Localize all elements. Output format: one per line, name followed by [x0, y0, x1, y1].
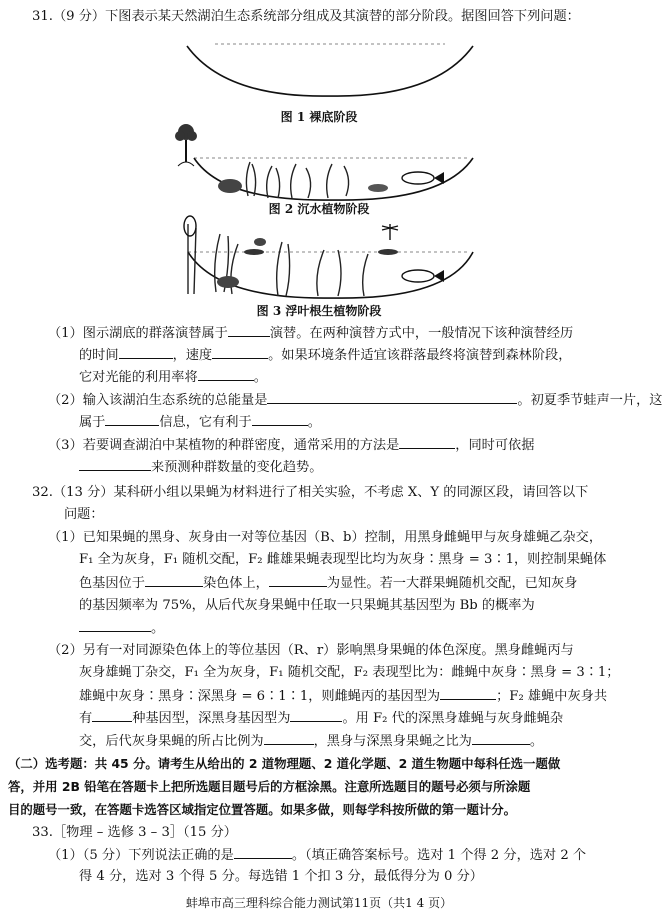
fish-icon [402, 172, 444, 184]
answer-blank[interactable] [119, 346, 173, 359]
answer-blank[interactable] [92, 709, 132, 722]
q32-part1-line3: 色基因位于 染色体上， 为显性。若一大群果蝇随机交配，已知灰身 [79, 576, 578, 591]
answer-blank[interactable] [79, 458, 151, 471]
answer-blank[interactable] [145, 574, 203, 587]
answer-blank[interactable] [264, 732, 314, 745]
q33-title: 33.［物理 – 选修 3 – 3］（15 分） [32, 825, 237, 840]
elective-instructions-line3: 目的题号一致，在答题卡选答区域指定位置答题。如果多做，则每学科按所做的第一题计分。 [8, 802, 517, 817]
figure-2-caption: 图 2 沉水植物阶段 [268, 202, 370, 216]
q31-part3-line1: （3）若要调查湖泊中某植物的种群密度，通常采用的方法是 ，同时可依据 [48, 438, 535, 453]
page-footer: 蚌埠市高三理科综合能力测试第11页（共1 4 页） [185, 896, 453, 910]
q32-part2-line5: 交，后代灰身果蝇的所占比例为 ，黑身与深黑身果蝇之比为 。 [79, 734, 544, 749]
answer-blank[interactable] [105, 413, 159, 426]
q32-part2-line3: 雄蝇中灰身∶黑身∶深黑身 = 6∶1∶1，则雌蝇丙的基因型为 ；F₂ 雄蝇中灰身共 [79, 689, 608, 704]
answer-blank[interactable] [399, 436, 455, 449]
figure-1-caption: 图 1 裸底阶段 [280, 110, 358, 124]
q32-part1-line1: （1）已知果蝇的黑身、灰身由一对等位基因（B、b）控制，用黑身雌蝇甲与灰身雄蝇乙杂交， [48, 530, 603, 545]
q33-part1-line1: （1）（5 分）下列说法正确的是 。（填正确答案标号。选对 1 个得 2 分，选对 2 个 [48, 848, 587, 863]
q31-part1-line3: 它对光能的利用率将 。 [79, 370, 267, 385]
answer-blank[interactable] [269, 574, 327, 587]
q32-stem-line1: 32.（13 分）某科研小组以果蝇为材料进行了相关实验，不考虑 X、Y 的同源区段，请回答以下 [32, 485, 589, 500]
answer-blank[interactable] [198, 368, 254, 381]
figure-2-submerged-plants [168, 118, 478, 204]
answer-blank[interactable] [290, 709, 342, 722]
q31-part3-line2: 来预测种群数量的变化趋势。 [79, 458, 322, 477]
figure-1-bare-bottom [185, 38, 475, 102]
elective-instructions-line1: （二）选考题：共 45 分。请考生从给出的 2 道物理题、2 道化学题、2 道生物题中每科任选一题做 [8, 756, 561, 771]
answer-blank[interactable] [228, 324, 270, 337]
q32-part1-line5: 。 [79, 619, 164, 638]
q32-part1-line2: F₁ 全为灰身，F₁ 随机交配，F₂ 雌雄果蝇表现型比均为灰身∶黑身 = 3∶1，则控制果蝇体 [79, 552, 607, 567]
q32-part2-line1: （2）另有一对同源染色体上的等位基因（R、r）影响黑身果蝇的体色深度。黑身雌蝇丙与 [48, 643, 574, 658]
tree-icon [175, 124, 197, 166]
q31-part1-line1: （1）图示湖底的群落演替属于 演替。在两种演替方式中，一般情况下该种演替经历 [48, 326, 574, 341]
fish-icon [402, 270, 444, 282]
q32-part2-line4: 有 种基因型，深黑身基因型为 。用 F₂ 代的深黑身雄蝇与灰身雌蝇杂 [79, 711, 564, 726]
answer-blank[interactable] [212, 346, 268, 359]
answer-blank[interactable] [267, 391, 517, 404]
q31-stem: 31.（9 分）下图表示某天然湖泊生态系统部分组成及其演替的部分阶段。据图回答下列问题： [32, 9, 580, 24]
answer-blank[interactable] [472, 732, 530, 745]
q31-part2-line1: （2）输入该湖泊生态系统的总能量是 。初夏季节蛙声一片，这 [48, 393, 662, 408]
answer-blank[interactable] [234, 846, 292, 859]
answer-blank[interactable] [440, 687, 496, 700]
q32-part1-line4: 的基因频率为 75%，从后代灰身果蝇中任取一只果蝇其基因型为 Bb 的概率为 [79, 598, 535, 613]
answer-blank[interactable] [79, 619, 151, 632]
q31-part2-line2: 属于 信息，它有利于 。 [79, 415, 321, 430]
q32-part2-line2: 灰身雄蝇丁杂交，F₁ 全为灰身，F₁ 随机交配，F₂ 表现型比为：雌蝇中灰身∶黑身 = 3∶1； [79, 665, 620, 680]
dragonfly-icon [382, 224, 398, 240]
q32-stem-line2: 问题： [64, 507, 104, 522]
figure-3-caption: 图 3 浮叶根生植物阶段 [256, 304, 382, 318]
q33-part1-line2: 得 4 分，选对 3 个得 5 分。每选错 1 个扣 3 分，最低得分为 0 分） [79, 869, 483, 884]
q31-part1-line2: 的时间 ，速度 。如果环境条件适宜该群落最终将演替到森林阶段， [79, 348, 572, 363]
answer-blank[interactable] [252, 413, 308, 426]
figure-3-floating-leaf-plants [168, 214, 478, 304]
elective-instructions-line2: 答，并用 2B 铅笔在答题卡上把所选题目题号后的方框涂黑。注意所选题目的题号必须与所涂题 [8, 779, 531, 794]
